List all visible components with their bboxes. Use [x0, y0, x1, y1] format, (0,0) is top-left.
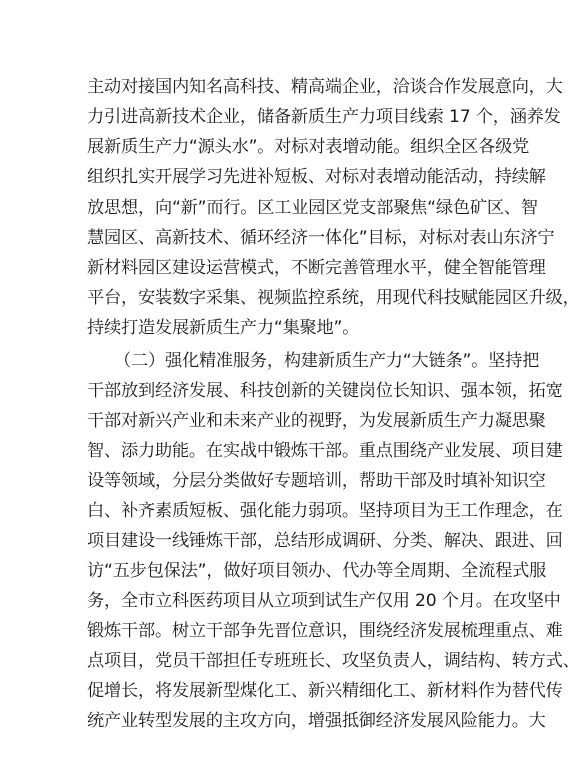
text-line: 统产业转型发展的主攻方向，增强抵御经济发展风险能力。大	[87, 711, 546, 731]
text-line: 白、补齐素质短板、强化能力弱项。坚持项目为王工作理念，在	[87, 501, 563, 521]
text-line: 放思想，向“新”而行。区工业园区党支部聚焦“绿色矿区、智	[87, 198, 538, 218]
text-line: 新材料园区建设运营模式，不断完善管理水平，健全智能管理	[87, 258, 546, 278]
text-line: 慧园区、高新技术、循环经济一体化”目标，对标对表山东济宁	[87, 228, 555, 248]
text-line: 访“五步包保法”，做好项目领办、代办等全周期、全流程式服	[87, 561, 547, 581]
text-line: 干部对新兴产业和未来产业的视野，为发展新质生产力凝思聚	[87, 411, 546, 431]
text-line: 促增长，将发展新型煤化工、新兴精细化工、新材料作为替代传	[87, 681, 563, 701]
text-line: 设等领域，分层分类做好专题培训，帮助干部及时填补知识空	[87, 471, 546, 491]
text-line: 展新质生产力“源头水”。对标对表增动能。组织全区各级党	[87, 137, 530, 157]
text-line: 智、添力助能。在实战中锻炼干部。重点围绕产业发展、项目建	[87, 441, 563, 461]
text-line: 务，全市立科医药项目从立项到试生产仅用 20 个月。在攻坚中	[87, 591, 561, 611]
section-heading-line: （二）强化精准服务，构建新质生产力“大链条”。坚持把	[114, 351, 540, 371]
text-line: 持续打造发展新质生产力“集聚地”。	[87, 318, 360, 338]
text-line: 项目建设一线锤炼干部，总结形成调研、分类、解决、跟进、回	[87, 531, 563, 551]
text-line: 主动对接国内知名高科技、精高端企业，洽谈合作发展意向，大	[87, 77, 563, 97]
text-line: 平台，安装数字采集、视频监控系统，用现代科技赋能园区升级，	[87, 288, 580, 308]
text-line: 干部放到经济发展、科技创新的关键岗位长知识、强本领，拓宽	[87, 381, 563, 401]
text-line: 锻炼干部。树立干部争先晋位意识，围绕经济发展梳理重点、难	[87, 621, 563, 641]
text-line: 组织扎实开展学习先进补短板、对标对表增动能活动，持续解	[87, 167, 546, 187]
text-line: 力引进高新技术企业，储备新质生产力项目线索 17 个，涵养发	[87, 107, 561, 127]
text-line: 点项目，党员干部担任专班班长、攻坚负责人，调结构、转方式、	[87, 651, 580, 671]
